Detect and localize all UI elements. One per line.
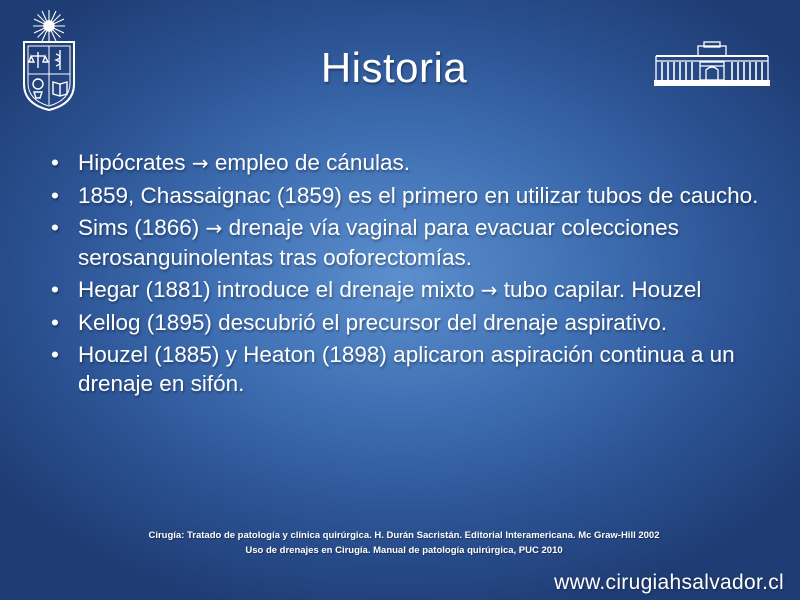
bullet-text: Houzel (1885) y Heaton (1898) aplicaron aspiración continua a un drenaje en sifón.: [78, 342, 735, 396]
right-arrow-icon: →: [191, 151, 209, 175]
bullet-text: Kellog (1895) descubrió el precursor del drenaje aspirativo.: [78, 310, 668, 335]
bullet-text: Sims (1866): [78, 215, 200, 240]
bullet-text: drenaje vía vaginal para evacuar colecciones serosanguinolentas tras ooforectomías.: [78, 215, 679, 270]
bullet-item: [48, 213, 760, 272]
bullet-item: [48, 148, 760, 178]
bullet-list: [48, 148, 760, 401]
references: [0, 528, 800, 558]
reference-line: Cirugía: Tratado de patología y clínica quirúrgica. H. Durán Sacristán. Editorial Interamericana. Mc Graw-Hill 2002: [148, 530, 660, 541]
bullet-item: [48, 308, 760, 337]
bullet-text: 1859, Chassaignac (1859) es el primero en utilizar tubos de caucho.: [78, 183, 759, 208]
bullet-item: [48, 275, 760, 305]
bullet-text: Hipócrates: [78, 150, 186, 175]
slide-title: Historia: [320, 44, 468, 91]
website-link[interactable]: www.cirugiahsalvador.cl: [554, 571, 784, 594]
bullet-text: empleo de cánulas.: [214, 150, 410, 175]
reference-line: Uso de drenajes en Cirugía. Manual de patología quirúrgica, PUC 2010: [245, 545, 563, 556]
bullet-item: [48, 181, 760, 210]
right-arrow-icon: →: [480, 278, 498, 302]
right-arrow-icon: →: [205, 216, 223, 240]
bullet-item: [48, 340, 760, 398]
bullet-text: tubo capilar. Houzel: [503, 277, 702, 302]
bullet-text: Hegar (1881) introduce el drenaje mixto: [78, 277, 475, 302]
